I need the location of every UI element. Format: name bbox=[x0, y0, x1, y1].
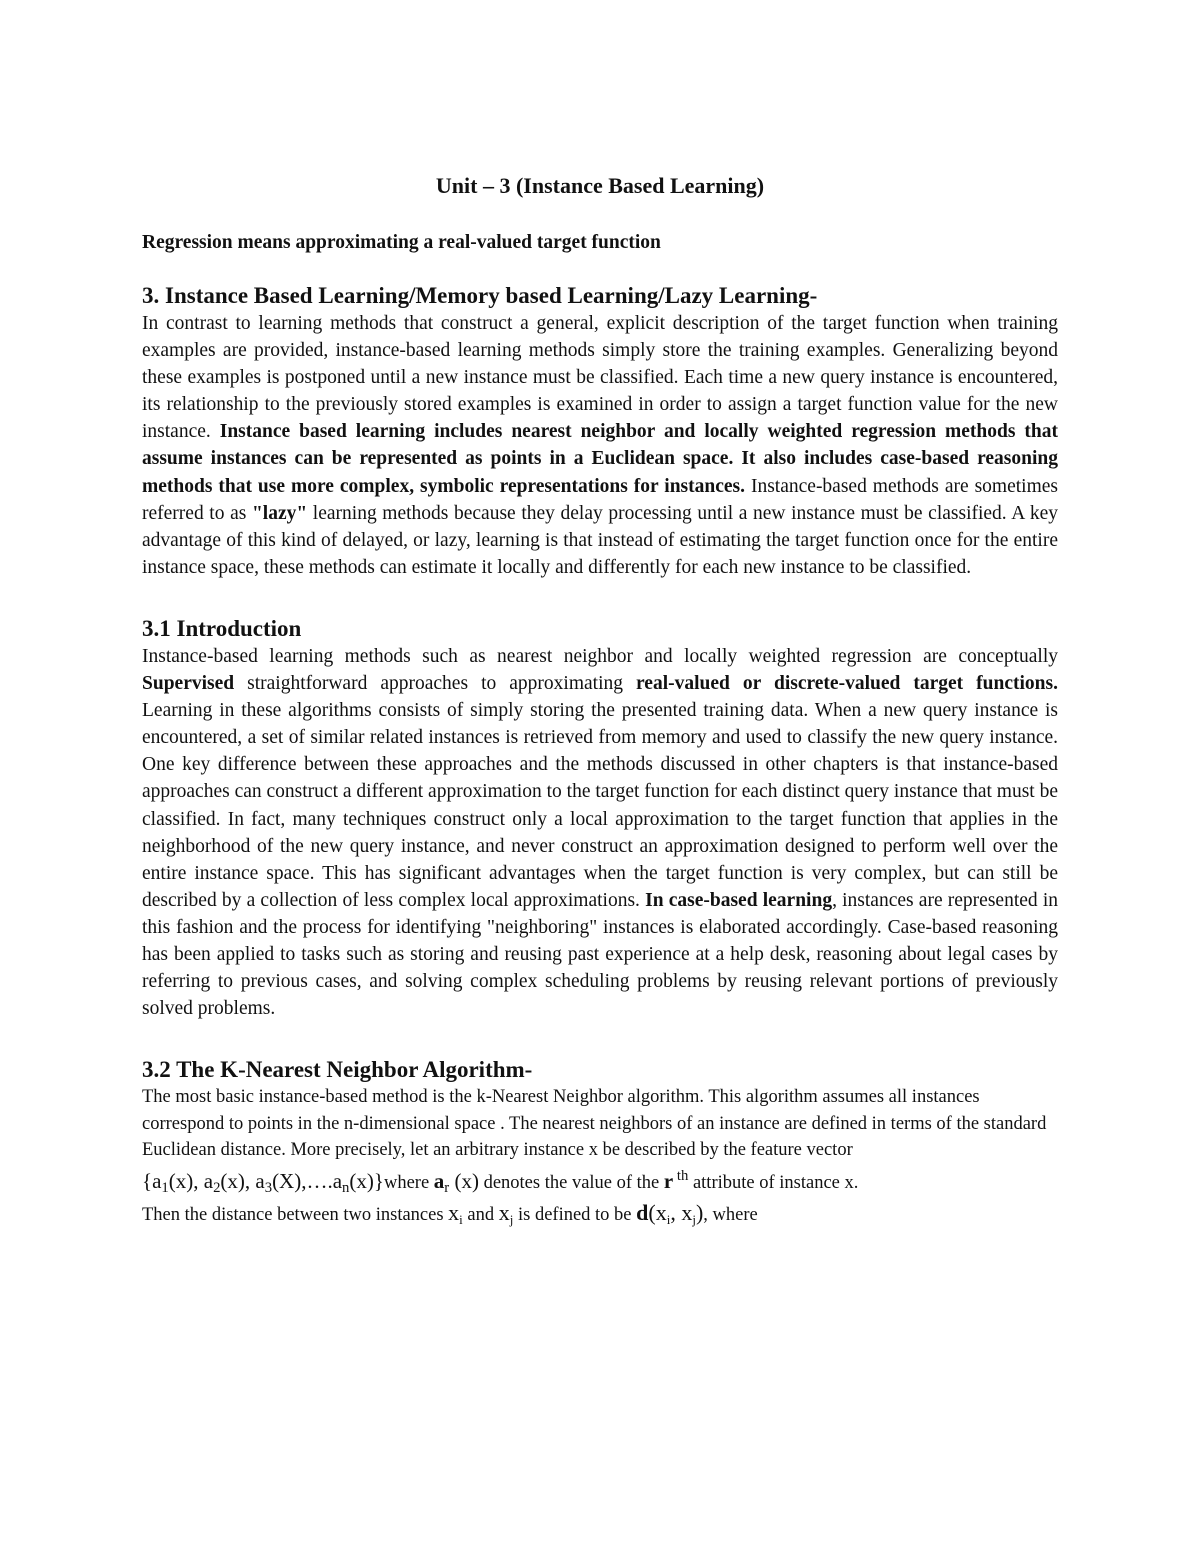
distance-text-2: and bbox=[462, 1204, 499, 1225]
page-title: Unit – 3 (Instance Based Learning) bbox=[435, 173, 765, 198]
section-3-1-bold-1: Supervised bbox=[142, 673, 235, 695]
formula-where: where bbox=[383, 1172, 434, 1193]
section-3-2-paragraph: The most basic instance-based method is the k-Nearest Neighbor algorithm. This algorithm assumes all instances correspond to points in the n-dimensional space . The nearest neighbors of an instance are defined in terms of the standard Euclidean distance. More precisely, let an arbitrary instance x be described by the feature vector bbox=[142, 1087, 1047, 1161]
formula-sub-2: 2 bbox=[213, 1179, 221, 1196]
formula-ar: a bbox=[433, 1168, 445, 1193]
section-3-1-paragraph bbox=[142, 643, 1058, 1022]
section-3-1-bold-3: In case-based learning bbox=[645, 889, 833, 911]
section-3-2-heading: 3.2 The K-Nearest Neighbor Algorithm- bbox=[142, 1057, 533, 1083]
distance-d-open: (x bbox=[648, 1199, 667, 1225]
distance-xi-sub: i bbox=[459, 1211, 463, 1227]
section-3-paragraph bbox=[142, 310, 1058, 581]
formula-r: r bbox=[663, 1168, 674, 1193]
section-3-heading: 3. Instance Based Learning/Memory based Learning/Lazy Learning- bbox=[142, 283, 818, 308]
distance-xj-sub: j bbox=[509, 1211, 514, 1227]
section-3-text-1: In contrast to learning methods that construct a general, explicit description of the target function when training examples are provided, instance-based learning methods simply store the training examples. Generalizing beyond these examples is postponed until a new instance must be classified. Each time a new query instance is encountered, its relationship to the previously stored examples is examined in order to assign a target function value for the new instance. bbox=[142, 313, 1058, 443]
section-3-text-3: learning methods because they delay processing until a new instance must be classified. A key advantage of this kind of delayed, or lazy, learning is that instead of estimating the target function once for the entire instance space, these methods can estimate it locally and differently for each new instance to be classified. bbox=[142, 502, 1058, 578]
formula-term-2: (x), a bbox=[220, 1168, 265, 1193]
formula-term-3: (X),….a bbox=[272, 1168, 343, 1193]
section-3-1-bold-2: real-valued or discrete-valued target functions. bbox=[636, 673, 1058, 695]
feature-vector-formula bbox=[142, 1166, 1058, 1198]
subtitle: Regression means approximating a real-valued target function bbox=[142, 232, 661, 253]
distance-d-sub-j: j bbox=[692, 1211, 696, 1227]
distance-definition bbox=[142, 1198, 1058, 1230]
formula-term-4: (x)} bbox=[349, 1168, 384, 1193]
section-3-text-2: Instance-based methods are sometimes referred to as bbox=[142, 475, 1058, 524]
page-content bbox=[142, 172, 1058, 1230]
formula-open: {a bbox=[142, 1168, 162, 1193]
distance-d-comma: , x bbox=[670, 1199, 693, 1225]
section-3-1-text-4: , instances are represented in this fashion and the process for identifying "neighboring" instances is elaborated accordingly. Case-based reasoning has been applied to tasks such as storing and reusing past experience at a help desk, reasoning about legal cases by referring to previous cases, and solving complex scheduling problems by reusing relevant portions of previously solved problems. bbox=[142, 889, 1058, 1020]
distance-xj: x bbox=[498, 1199, 510, 1225]
section-3-bold-2: "lazy" bbox=[251, 502, 308, 524]
distance-xi: x bbox=[448, 1199, 460, 1225]
distance-d: d bbox=[636, 1199, 649, 1225]
distance-text-3: is defined to be bbox=[513, 1204, 637, 1225]
formula-ax: (x) bbox=[449, 1168, 479, 1193]
formula-sub-1: 1 bbox=[161, 1179, 169, 1196]
section-3-1-heading: 3.1 Introduction bbox=[142, 615, 302, 641]
distance-d-sub-i: i bbox=[666, 1211, 671, 1227]
formula-th: th bbox=[673, 1167, 689, 1184]
distance-text-4: , where bbox=[703, 1204, 758, 1225]
distance-d-close: ) bbox=[695, 1199, 704, 1225]
formula-sub-3: 3 bbox=[264, 1179, 273, 1196]
formula-denotes: denotes the value of the bbox=[478, 1172, 664, 1193]
formula-sub-4: n bbox=[342, 1179, 350, 1196]
section-3-1-text-3: Learning in these algorithms consists of simply storing the presented training data. When a new query instance is encountered, a set of similar related instances is retrieved from memory and used to classify the new query instance. One key difference between these approaches and the methods discussed in other chapters is that instance-based approaches can construct a different approximation to the target function for each distinct query instance that must be classified. In fact, many techniques construct only a local approximation to the target function that applies in the neighborhood of the new query instance, and never construct an approximation designed to perform well over the entire instance space. This has significant advantages when the target function is very complex, but can still be described by a collection of less complex local approximations. bbox=[142, 700, 1059, 911]
formula-rest: attribute of instance x. bbox=[688, 1172, 859, 1193]
section-3-1-text-2: straightforward approaches to approximating bbox=[234, 673, 636, 695]
formula-ar-sub: r bbox=[444, 1179, 450, 1196]
section-3-1-text-1: Instance-based learning methods such as nearest neighbor and locally weighted regression are conceptually bbox=[142, 645, 1058, 667]
distance-text-1: Then the distance between two instances bbox=[142, 1204, 449, 1225]
section-3-bold-1: Instance based learning includes nearest neighbor and locally weighted regression methods that assume instances can be represented as points in a Euclidean space. It also includes case-based reasoning methods that use more complex, symbolic representations for instances. bbox=[142, 421, 1058, 497]
formula-term-1: (x), a bbox=[168, 1168, 214, 1193]
